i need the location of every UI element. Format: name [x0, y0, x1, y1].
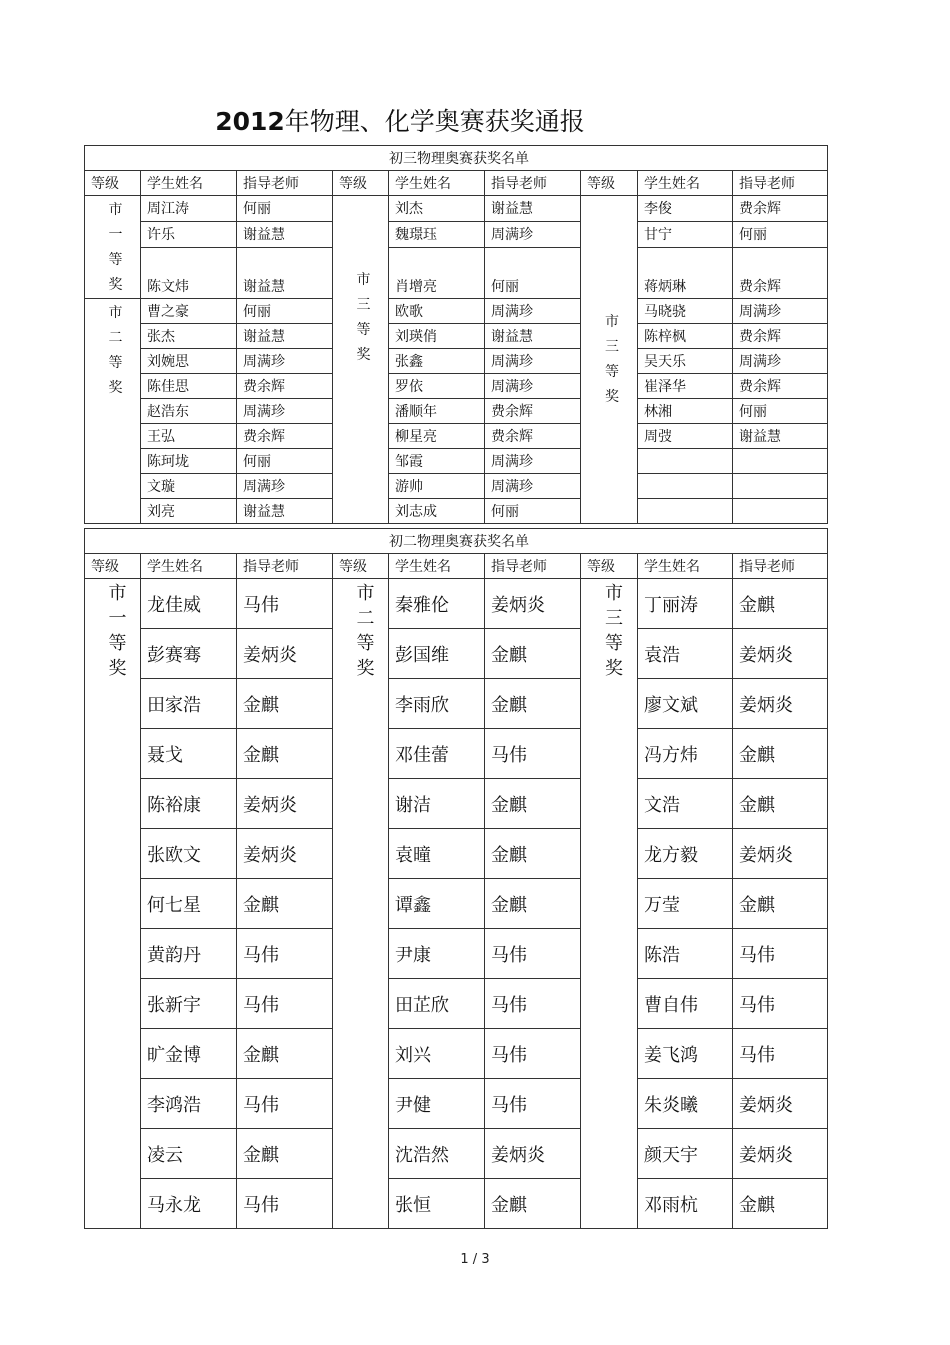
- student-name: 冯方炜: [638, 729, 733, 779]
- table-row: [85, 349, 828, 374]
- teacher-name: 谢益慧: [237, 247, 333, 299]
- student-name: 彭国维: [389, 629, 485, 679]
- teacher-name: 金麒: [237, 729, 333, 779]
- header-level: 等级: [333, 171, 389, 196]
- section-title: 初二物理奥赛获奖名单: [85, 529, 828, 554]
- award-level-text: 市三等奖: [356, 272, 371, 363]
- teacher-name: 姜炳炎: [733, 629, 828, 679]
- teacher-name: 姜炳炎: [237, 779, 333, 829]
- grade9-award-table: [84, 145, 828, 524]
- student-name: 田芷欣: [389, 979, 485, 1029]
- grade8-award-table: [84, 528, 828, 1229]
- table-row: [85, 474, 828, 499]
- award-level-text: 市二等奖: [356, 583, 375, 679]
- teacher-name: 周满珍: [485, 221, 581, 247]
- teacher-name: 费余辉: [733, 374, 828, 399]
- teacher-name: 费余辉: [485, 424, 581, 449]
- table-row: [85, 629, 828, 679]
- student-name: 蒋炳琳: [638, 247, 733, 299]
- teacher-name: 何丽: [485, 247, 581, 299]
- teacher-name: 金麒: [485, 629, 581, 679]
- teacher-name: 周满珍: [485, 474, 581, 499]
- student-name: 柳星亮: [389, 424, 485, 449]
- teacher-name: 金麒: [237, 1129, 333, 1179]
- student-name: 邹霞: [389, 449, 485, 474]
- teacher-name: 马伟: [237, 1179, 333, 1229]
- header-student: 学生姓名: [141, 554, 237, 579]
- table-row: [85, 196, 828, 222]
- teacher-name: 姜炳炎: [733, 679, 828, 729]
- teacher-name: 周满珍: [237, 349, 333, 374]
- student-name: 陈珂垅: [141, 449, 237, 474]
- student-name: 马永龙: [141, 1179, 237, 1229]
- table-row: [85, 979, 828, 1029]
- student-name: 姜飞鸿: [638, 1029, 733, 1079]
- teacher-name: 周满珍: [485, 349, 581, 374]
- award-level-text: 市三等奖: [605, 583, 623, 679]
- header-teacher: 指导老师: [485, 554, 581, 579]
- teacher-name: 费余辉: [485, 399, 581, 424]
- award-level: [333, 579, 389, 1229]
- teacher-name: 姜炳炎: [733, 1129, 828, 1179]
- teacher-name: 姜炳炎: [237, 629, 333, 679]
- header-student: 学生姓名: [638, 554, 733, 579]
- table-row: [85, 579, 828, 629]
- student-name: 袁曈: [389, 829, 485, 879]
- student-name: 魏璟珏: [389, 221, 485, 247]
- student-name: 龙佳威: [141, 579, 237, 629]
- award-level-text: 市一等奖: [108, 583, 127, 679]
- teacher-name: 金麒: [733, 779, 828, 829]
- teacher-name: 谢益慧: [485, 324, 581, 349]
- student-name: 旷金博: [141, 1029, 237, 1079]
- header-teacher: 指导老师: [733, 171, 828, 196]
- teacher-name: 马伟: [485, 929, 581, 979]
- student-name: 聂戈: [141, 729, 237, 779]
- teacher-name: 周满珍: [733, 349, 828, 374]
- page-title: [0, 102, 800, 138]
- student-name: 张恒: [389, 1179, 485, 1229]
- student-name: 谭鑫: [389, 879, 485, 929]
- teacher-name: 姜炳炎: [733, 1079, 828, 1129]
- student-name: 彭赛骞: [141, 629, 237, 679]
- teacher-name: 谢益慧: [237, 499, 333, 524]
- teacher-name: 马伟: [485, 729, 581, 779]
- teacher-name: 费余辉: [733, 196, 828, 222]
- student-name: 陈梓枫: [638, 324, 733, 349]
- student-name: 林湘: [638, 399, 733, 424]
- teacher-name: 谢益慧: [237, 221, 333, 247]
- student-name: [638, 474, 733, 499]
- teacher-name: 周满珍: [237, 399, 333, 424]
- teacher-name: [733, 449, 828, 474]
- teacher-name: 费余辉: [733, 324, 828, 349]
- award-level-text: 市一等奖: [108, 202, 123, 293]
- student-name: 周弢: [638, 424, 733, 449]
- student-name: 张杰: [141, 324, 237, 349]
- teacher-name: 马伟: [237, 579, 333, 629]
- teacher-name: 金麒: [733, 879, 828, 929]
- teacher-name: 何丽: [733, 399, 828, 424]
- teacher-name: 金麒: [237, 679, 333, 729]
- student-name: 刘杰: [389, 196, 485, 222]
- student-name: 文璇: [141, 474, 237, 499]
- teacher-name: 马伟: [237, 979, 333, 1029]
- student-name: 何七星: [141, 879, 237, 929]
- teacher-name: 金麒: [733, 1179, 828, 1229]
- section-title: 初三物理奥赛获奖名单: [85, 146, 828, 171]
- student-name: 邓佳蕾: [389, 729, 485, 779]
- table-row: [85, 499, 828, 524]
- student-name: 刘婉思: [141, 349, 237, 374]
- header-level: 等级: [581, 171, 638, 196]
- student-name: 田家浩: [141, 679, 237, 729]
- teacher-name: 何丽: [237, 196, 333, 222]
- teacher-name: 何丽: [485, 499, 581, 524]
- header-level: 等级: [581, 554, 638, 579]
- teacher-name: [733, 474, 828, 499]
- teacher-name: 费余辉: [237, 374, 333, 399]
- student-name: 曹自伟: [638, 979, 733, 1029]
- teacher-name: [733, 499, 828, 524]
- student-name: 秦雅伦: [389, 579, 485, 629]
- student-name: [638, 449, 733, 474]
- student-name: 龙方毅: [638, 829, 733, 879]
- table-row: [85, 879, 828, 929]
- teacher-name: 何丽: [733, 221, 828, 247]
- student-name: 尹康: [389, 929, 485, 979]
- table-row: [85, 324, 828, 349]
- student-name: 刘亮: [141, 499, 237, 524]
- student-name: 刘瑛俏: [389, 324, 485, 349]
- student-name: 潘顺年: [389, 399, 485, 424]
- student-name: 张欧文: [141, 829, 237, 879]
- table-row: [85, 299, 828, 324]
- teacher-name: 金麒: [733, 729, 828, 779]
- teacher-name: 马伟: [733, 929, 828, 979]
- header-level: 等级: [333, 554, 389, 579]
- table-row: [85, 424, 828, 449]
- teacher-name: 马伟: [485, 1029, 581, 1079]
- table-row: [85, 1179, 828, 1229]
- teacher-name: 金麒: [237, 1029, 333, 1079]
- student-name: 赵浩东: [141, 399, 237, 424]
- table-row: [85, 729, 828, 779]
- teacher-name: 姜炳炎: [733, 829, 828, 879]
- student-name: 陈裕康: [141, 779, 237, 829]
- teacher-name: 金麒: [485, 879, 581, 929]
- student-name: 吴天乐: [638, 349, 733, 374]
- award-level: [85, 299, 141, 524]
- teacher-name: 姜炳炎: [485, 1129, 581, 1179]
- student-name: 朱炎曦: [638, 1079, 733, 1129]
- student-name: 黄韵丹: [141, 929, 237, 979]
- teacher-name: 周满珍: [485, 299, 581, 324]
- table-row: [85, 929, 828, 979]
- student-name: 万莹: [638, 879, 733, 929]
- student-name: 罗依: [389, 374, 485, 399]
- teacher-name: 金麒: [733, 579, 828, 629]
- teacher-name: 马伟: [237, 929, 333, 979]
- student-name: 李鸿浩: [141, 1079, 237, 1129]
- teacher-name: 马伟: [733, 1029, 828, 1079]
- teacher-name: 谢益慧: [485, 196, 581, 222]
- student-name: 邓雨杭: [638, 1179, 733, 1229]
- student-name: 尹健: [389, 1079, 485, 1129]
- award-level: [85, 196, 141, 299]
- teacher-name: 谢益慧: [237, 324, 333, 349]
- student-name: 周江涛: [141, 196, 237, 222]
- student-name: 颜天宇: [638, 1129, 733, 1179]
- award-level-text: 市二等奖: [108, 305, 123, 396]
- header-student: 学生姓名: [389, 554, 485, 579]
- header-student: 学生姓名: [141, 171, 237, 196]
- teacher-name: 马伟: [485, 979, 581, 1029]
- student-name: 王弘: [141, 424, 237, 449]
- student-name: 廖文斌: [638, 679, 733, 729]
- student-name: 曹之豪: [141, 299, 237, 324]
- teacher-name: 何丽: [237, 299, 333, 324]
- student-name: 刘兴: [389, 1029, 485, 1079]
- award-level-text: 市三等奖: [605, 313, 619, 405]
- teacher-name: 周满珍: [733, 299, 828, 324]
- table-row: [85, 829, 828, 879]
- title-text: 年物理、化学奥赛获奖通报: [284, 107, 585, 136]
- header-teacher: 指导老师: [485, 171, 581, 196]
- title-year: 2012: [215, 107, 285, 136]
- teacher-name: 金麒: [237, 879, 333, 929]
- teacher-name: 金麒: [485, 779, 581, 829]
- header-level: 等级: [85, 554, 141, 579]
- table-row: [85, 1129, 828, 1179]
- header-teacher: 指导老师: [733, 554, 828, 579]
- teacher-name: 金麒: [485, 1179, 581, 1229]
- table-row: [85, 779, 828, 829]
- teacher-name: 金麒: [485, 679, 581, 729]
- student-name: 许乐: [141, 221, 237, 247]
- student-name: 陈佳思: [141, 374, 237, 399]
- teacher-name: 周满珍: [485, 449, 581, 474]
- student-name: 沈浩然: [389, 1129, 485, 1179]
- student-name: 崔泽华: [638, 374, 733, 399]
- table-row: [85, 374, 828, 399]
- table-row: [85, 221, 828, 247]
- header-level: 等级: [85, 171, 141, 196]
- teacher-name: 马伟: [733, 979, 828, 1029]
- teacher-name: 姜炳炎: [237, 829, 333, 879]
- table-row: [85, 247, 828, 299]
- student-name: 马晓骁: [638, 299, 733, 324]
- student-name: 甘宁: [638, 221, 733, 247]
- table-row: [85, 1079, 828, 1129]
- teacher-name: 谢益慧: [733, 424, 828, 449]
- table-row: [85, 679, 828, 729]
- teacher-name: 周满珍: [237, 474, 333, 499]
- student-name: 刘志成: [389, 499, 485, 524]
- student-name: [638, 499, 733, 524]
- award-level: [333, 196, 389, 524]
- table-row: [85, 399, 828, 424]
- student-name: 凌云: [141, 1129, 237, 1179]
- teacher-name: 金麒: [485, 829, 581, 879]
- student-name: 肖增亮: [389, 247, 485, 299]
- award-level: [85, 579, 141, 1229]
- teacher-name: 何丽: [237, 449, 333, 474]
- student-name: 欧歌: [389, 299, 485, 324]
- student-name: 丁丽涛: [638, 579, 733, 629]
- student-name: 李俊: [638, 196, 733, 222]
- award-level: [581, 196, 638, 524]
- student-name: 陈浩: [638, 929, 733, 979]
- student-name: 游帅: [389, 474, 485, 499]
- student-name: 袁浩: [638, 629, 733, 679]
- student-name: 陈文炜: [141, 247, 237, 299]
- teacher-name: 费余辉: [733, 247, 828, 299]
- header-student: 学生姓名: [389, 171, 485, 196]
- page-number: 1 / 3: [460, 1252, 490, 1267]
- teacher-name: 马伟: [485, 1079, 581, 1129]
- header-student: 学生姓名: [638, 171, 733, 196]
- teacher-name: 周满珍: [485, 374, 581, 399]
- table-row: [85, 1029, 828, 1079]
- table-row: [85, 449, 828, 474]
- student-name: 张鑫: [389, 349, 485, 374]
- header-teacher: 指导老师: [237, 171, 333, 196]
- student-name: 文浩: [638, 779, 733, 829]
- teacher-name: 费余辉: [237, 424, 333, 449]
- student-name: 张新宇: [141, 979, 237, 1029]
- student-name: 李雨欣: [389, 679, 485, 729]
- award-level: [581, 579, 638, 1229]
- teacher-name: 马伟: [237, 1079, 333, 1129]
- student-name: 谢洁: [389, 779, 485, 829]
- header-teacher: 指导老师: [237, 554, 333, 579]
- teacher-name: 姜炳炎: [485, 579, 581, 629]
